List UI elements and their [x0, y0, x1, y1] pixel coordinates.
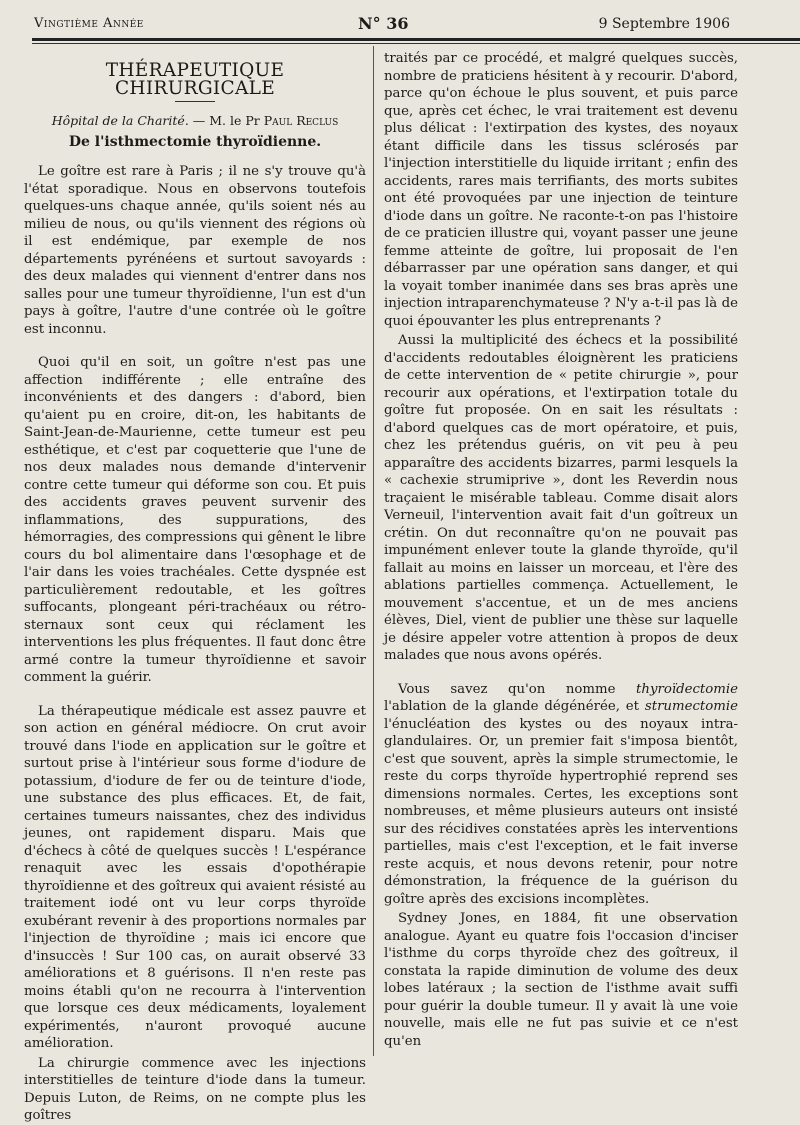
right-paragraph-3	[384, 681, 738, 909]
left-paragraph-1: Le goître est rare à Paris ; il ne s'y trouve qu'à l'état sporadique. Nous en observons toutefois quelques-uns chaque année, qu'ils soient nés au milieu de nous, ou qu'ils viennent des régions où il est endémique, par exemple de nos départements pyrénéens et surtout savoyards : des deux malades qui viennent d'entrer dans nos salles pour une tumeur thyroïdienne, l'un est d'un pays à goître, l'autre d'une contrée où le goître est inconnu.	[24, 164, 366, 337]
p3-text-a: Vous savez qu'on nomme	[398, 681, 637, 697]
byline-separator: — M. le Pr	[192, 113, 260, 128]
right-column	[384, 50, 738, 1050]
right-paragraph-4: Sydney Jones, en 1884, fit une observation analogue. Ayant eu quatre fois l'occasion d'inciser l'isthme du corps thyroïde chez des goîtreux, il constata la rapide diminution de volume des deux lobes latéraux ; la section de l'isthme avait suffi pour guérir la double tumeur. Il y avait là une voie nouvelle, mais elle ne fut pas suivie et ce n'est qu'en	[384, 911, 738, 1049]
section-title: THÉRAPEUTIQUE CHIRURGICALE	[105, 60, 285, 99]
title-rule	[175, 101, 215, 102]
p3-text-b: l'ablation de la glande dégénérée, et	[384, 699, 645, 714]
left-paragraph-3: La thérapeutique médicale est assez pauvre et son action en général médiocre. On crut avoir trouvé dans l'iode en application sur le goître et surtout prise à l'intérieur sous forme d'iodure de potassium, d'iodure de fer ou de teinture d'iode, une substance des plus efficaces. Et, de fait, certaines tumeurs naissantes, chez des individus jeunes, ont rapidement disparu. Mais que d'échecs à côté de quelques succès ! L'espérance renaquit avec les essais d'opothérapie thyroïdienne et des goîtreux qui avaient résisté au traitement iodé ont vu leur corps thyroïde exubérant revenir à des proportions normales par l'injection de thyroïdine ; mais ici encore que d'insuccès ! Sur 100 cas, on aurait observé 33 améliorations et 8 guérisons. Il n'en reste pas moins établi qu'on ne recourra à l'intervention que lorsque ces deux médicaments, loyalement expérimentés, n'auront provoqué aucune amélioration.	[24, 703, 366, 1051]
column-divider	[373, 46, 374, 1056]
article-title: De l'isthmectomie thyroïdienne.	[68, 133, 322, 150]
right-paragraph-1: traités par ce procédé, et malgré quelques succès, nombre de praticiens hésitent à y recourir. D'abord, parce qu'on échoue le plus souvent, et puis parce que, après cet échec, le vrai traitement est devenu plus délicat : l'extirpation des kystes, des noyaux étant difficile dans les tissus sclérosés par l'injection interstitielle du liquide irritant ; enfin des accidents, rares mais terrifiants, des morts subites ont été provoquées par une injection de teinture d'iode dans un goître. Ne raconte-t-on pas l'histoire de ce praticien illustre qui, voyant passer une jeune femme atteinte de goître, lui proposait de l'en débarrasser par une opération sans danger, et qui la voyait tomber inanimée dans ses bras après une injection intraparenchymateuse ? N'y a-t-il pas là de quoi épouvanter les plus entreprenants ?	[384, 51, 738, 329]
byline-author: Paul Reclus	[263, 113, 339, 128]
volume-year: Vingtième Année	[34, 16, 144, 31]
running-header	[34, 14, 730, 36]
issue-number: N° 36	[358, 14, 409, 33]
header-rule	[32, 38, 800, 41]
left-paragraph-2: Quoi qu'il en soit, un goître n'est pas une affection indifférente ; elle entraîne des inconvénients et des dangers : d'abord, bien qu'aient pu en croire, dit-on, les habitants de Saint-Jean-de-Maurienne, cette tumeur est peu esthétique, et c'est par coquetterie que l'une de nos deux malades nous demande d'intervenir contre cette tumeur qui déforme son cou. Et puis des accidents graves peuvent survenir des inflammations, des suppurations, des hémorragies, des compressions qui gênent le libre cours du bol alimentaire dans l'œsophage et de l'air dans les voies trachéales. Cette dyspnée est particulièrement redoutable, et les goîtres suffocants, plongeant péri-trachéaux ou rétro-sternaux sont ceux qui réclament les interventions les plus fréquentes. Il faut donc être armé contre la tumeur thyroïdienne et savoir comment la guérir.	[24, 355, 366, 685]
byline-hospital: Hôpital de la Charité.	[51, 113, 189, 128]
p3-text-c: l'énucléation des kystes ou des noyaux intra-glandulaires. Or, un premier fait s'imposa bientôt, c'est que souvent, après la simple strumectomie, le reste du corps thyroïde hypertrophié reprend ses dimensions normales. Certes, les exceptions sont nombreuses, et même plusieurs auteurs ont insisté sur des récidives constatées après les interventions partielles, mais c'est l'exception, et le fait inverse reste acquis, et nous devons retenir, pour notre démonstration, la fréquence de la guérison du goître après des excisions incomplètes.	[384, 716, 738, 907]
term-strumectomie: strumectomie	[644, 699, 738, 714]
issue-date: 9 Septembre 1906	[598, 16, 730, 32]
left-paragraph-4: La chirurgie commence avec les injections interstitielles de teinture d'iode dans la tumeur. Depuis Luton, de Reims, on ne compte plus les goîtres	[24, 1055, 366, 1123]
byline	[24, 112, 366, 130]
left-column	[24, 50, 366, 1125]
header-rule-thin	[32, 43, 800, 44]
term-thyroidectomie: thyroïdectomie	[636, 681, 738, 697]
right-paragraph-2: Aussi la multiplicité des échecs et la possibilité d'accidents redoutables éloignèrent les praticiens de cette intervention de « petite chirurgie », pour recourir aux opérations, et l'extirpation totale du goître fut proposée. On en sait les résultats : d'abord quelques cas de mort opératoire, et puis, chez les prétendus guéris, on vit peu à peu apparaître des accidents bizarres, parmi lesquels la « cachexie strumiprive », dont les Reverdin nous traçaient le misérable tableau. Comme disait alors Verneuil, l'intervention avait fait d'un goîtreux un crétin. On dut reconnaître qu'on ne pouvait pas impunément enlever toute la glande thyroïde, qu'il fallait au moins en laisser un morceau, et l'ère des ablations partielles commença. Actuellement, le mouvement s'accentue, et un de mes anciens élèves, Diel, vient de publier une thèse sur laquelle je désire appeler votre attention à propos de deux malades que nous avons opérés.	[384, 333, 738, 663]
